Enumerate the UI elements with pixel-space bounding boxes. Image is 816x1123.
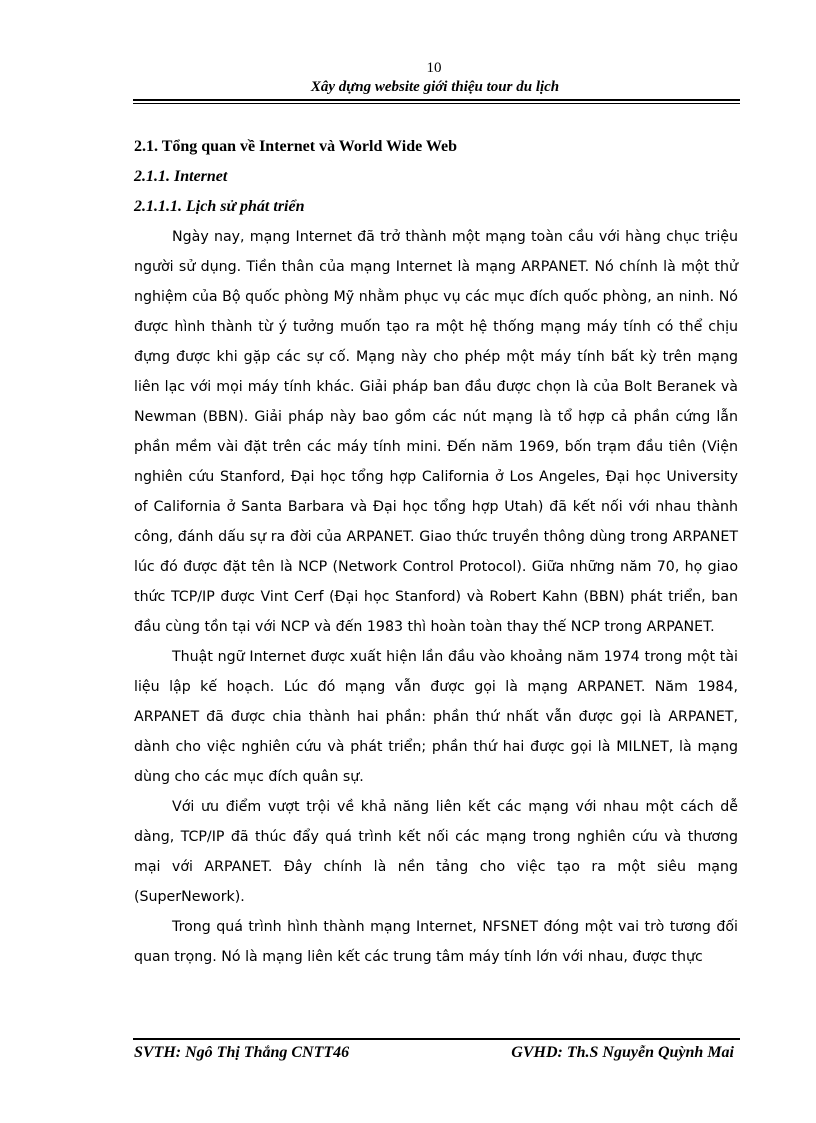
footer-advisor: GVHD: Th.S Nguyễn Quỳnh Mai bbox=[511, 1044, 734, 1061]
page-body bbox=[134, 132, 738, 972]
footer-rule bbox=[133, 1038, 740, 1040]
header-rule-thin bbox=[133, 103, 740, 104]
page-number: 10 bbox=[426, 60, 442, 76]
section-heading-2-1: 2.1. Tổng quan về Internet và World Wide Web bbox=[134, 138, 458, 155]
footer-student: SVTH: Ngô Thị Thắng CNTT46 bbox=[134, 1044, 350, 1061]
paragraph-tcpip: Với ưu điểm vượt trội về khả năng liên kết các mạng với nhau một cách dễ dàng, TCP/IP đã thúc đẩy quá trình kết nối các mạng trong nghiên cứu và thương mại với ARPANET. Đây chính là nền tảng cho việc tạo ra một siêu mạng (SuperNework). bbox=[134, 799, 738, 905]
section-heading-2-1-1-1: 2.1.1.1. Lịch sử phát triển bbox=[134, 198, 305, 215]
paragraph-history: Ngày nay, mạng Internet đã trở thành một mạng toàn cầu với hàng chục triệu người sử dụng. Tiền thân của mạng Internet là mạng ARPANET. Nó chính là một thử nghiệm của Bộ quốc phòng Mỹ nhằm phục vụ các mục đích quốc phòng, an ninh. Nó được hình thành từ ý tưởng muốn tạo ra một hệ thống mạng máy tính có thể chịu đựng được khi gặp các sự cố. Mạng này cho phép một máy tính bất kỳ trên mạng liên lạc với mọi máy tính khác. Giải pháp ban đầu được chọn là của Bolt Beranek và Newman (BBN). Giải pháp này bao gồm các nút mạng là tổ hợp cả phần cứng lẫn phần mềm vài đặt trên các máy tính mini. Đến năm 1969, bốn trạm đầu tiên (Viện nghiên cứu Stanford, Đại học tổng hợp California ở Los Angeles, Đại học University of California ở Santa Barbara và Đại học tổng hợp Utah) đã kết nối với nhau thành công, đánh dấu sự ra đời của ARPANET. Giao thức truyền thông dùng trong ARPANET lúc đó được đặt tên là NCP (Network Control Protocol). Giữa những năm 70, họ giao thức TCP/IP được Vint Cerf (Đại học Stanford) và Robert Kahn (BBN) phát triển, ban đầu cùng tồn tại với NCP và đến 1983 thì hoàn toàn thay thế NCP trong ARPANET. bbox=[134, 229, 738, 635]
paragraph-internet-term: Thuật ngữ Internet được xuất hiện lần đầu vào khoảng năm 1974 trong một tài liệu lập kế hoạch. Lúc đó mạng vẫn được gọi là mạng ARPANET. Năm 1984, ARPANET đã được chia thành hai phần: phần thứ nhất vẫn được gọi là ARPANET, dành cho việc nghiên cứu và phát triển; phần thứ hai được gọi là MILNET, là mạng dùng cho các mục đích quân sự. bbox=[134, 649, 738, 785]
section-heading-2-1-1: 2.1.1. Internet bbox=[134, 168, 228, 185]
running-header-title: Xây dựng website giới thiệu tour du lịch bbox=[310, 79, 560, 95]
paragraph-nfsnet: Trong quá trình hình thành mạng Internet, NFSNET đóng một vai trò tương đối quan trọng. Nó là mạng liên kết các trung tâm máy tính lớn với nhau, được thực bbox=[134, 919, 738, 965]
header-rule-thick bbox=[133, 99, 740, 101]
